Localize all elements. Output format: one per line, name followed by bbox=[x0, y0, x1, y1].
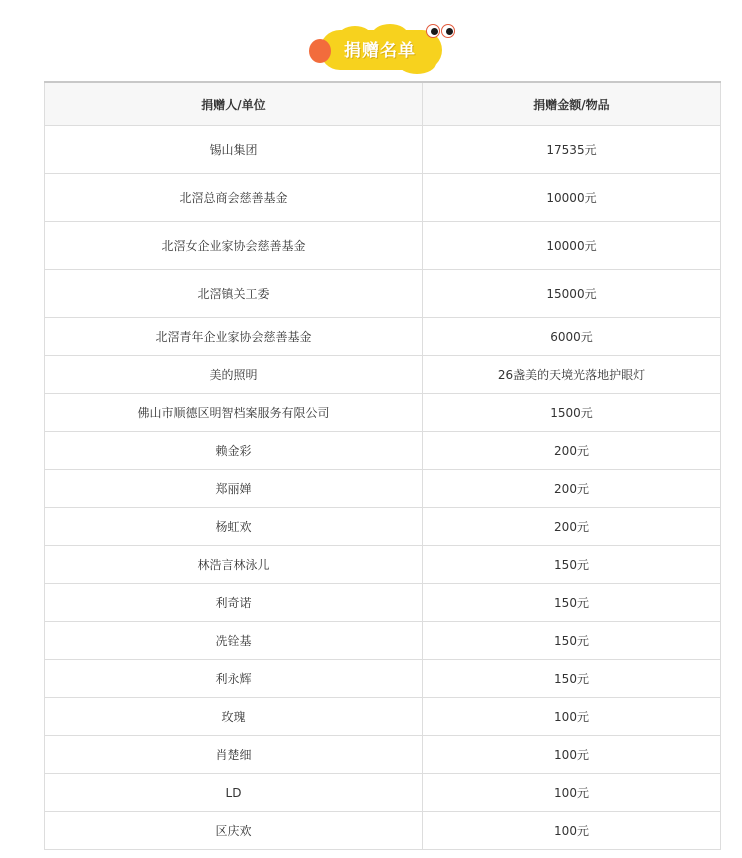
page-title: 捐赠名单 bbox=[344, 41, 416, 61]
table-row bbox=[45, 546, 721, 584]
donor-cell: 肖楚细 bbox=[45, 736, 423, 774]
donor-cell: 美的照明 bbox=[45, 356, 423, 394]
amount-cell: 10000元 bbox=[423, 174, 721, 222]
donation-table-container bbox=[44, 81, 720, 850]
amount-cell: 100元 bbox=[423, 698, 721, 736]
amount-cell: 100元 bbox=[423, 736, 721, 774]
donor-cell: 林浩言林泳儿 bbox=[45, 546, 423, 584]
donor-cell: 北滘青年企业家协会慈善基金 bbox=[45, 318, 423, 356]
pupil bbox=[446, 28, 453, 35]
amount-cell: 150元 bbox=[423, 546, 721, 584]
title-banner bbox=[0, 0, 742, 80]
table-row bbox=[45, 174, 721, 222]
amount-cell: 26盏美的天境光落地护眼灯 bbox=[423, 356, 721, 394]
orange-dot-icon bbox=[309, 39, 331, 63]
donor-cell: 郑丽婵 bbox=[45, 470, 423, 508]
amount-cell: 150元 bbox=[423, 584, 721, 622]
table-row bbox=[45, 660, 721, 698]
table-row bbox=[45, 356, 721, 394]
table-row bbox=[45, 622, 721, 660]
donation-table bbox=[44, 81, 721, 850]
table-row bbox=[45, 432, 721, 470]
table-row bbox=[45, 470, 721, 508]
pupil bbox=[431, 28, 438, 35]
donor-cell: 北滘镇关工委 bbox=[45, 270, 423, 318]
amount-cell: 17535元 bbox=[423, 126, 721, 174]
eye-icon bbox=[441, 24, 455, 38]
table-row bbox=[45, 126, 721, 174]
donor-cell: LD bbox=[45, 774, 423, 812]
donor-cell: 北滘女企业家协会慈善基金 bbox=[45, 222, 423, 270]
amount-cell: 6000元 bbox=[423, 318, 721, 356]
table-row bbox=[45, 736, 721, 774]
donor-cell: 赖金彩 bbox=[45, 432, 423, 470]
amount-cell: 200元 bbox=[423, 432, 721, 470]
table-row bbox=[45, 318, 721, 356]
table-header-row bbox=[45, 82, 721, 126]
table-row bbox=[45, 270, 721, 318]
donor-cell: 杨虹欢 bbox=[45, 508, 423, 546]
eye-icon bbox=[426, 24, 440, 38]
donor-cell: 佛山市顺德区明智档案服务有限公司 bbox=[45, 394, 423, 432]
amount-cell: 10000元 bbox=[423, 222, 721, 270]
header-amount: 捐赠金额/物品 bbox=[423, 82, 721, 126]
table-row bbox=[45, 812, 721, 850]
donor-cell: 利永辉 bbox=[45, 660, 423, 698]
donor-cell: 区庆欢 bbox=[45, 812, 423, 850]
amount-cell: 100元 bbox=[423, 774, 721, 812]
donor-cell: 锡山集团 bbox=[45, 126, 423, 174]
amount-cell: 200元 bbox=[423, 508, 721, 546]
table-row bbox=[45, 508, 721, 546]
amount-cell: 15000元 bbox=[423, 270, 721, 318]
table-row bbox=[45, 394, 721, 432]
table-row bbox=[45, 774, 721, 812]
donor-cell: 利奇诺 bbox=[45, 584, 423, 622]
table-row bbox=[45, 222, 721, 270]
amount-cell: 200元 bbox=[423, 470, 721, 508]
donor-cell: 北滘总商会慈善基金 bbox=[45, 174, 423, 222]
header-donor: 捐赠人/单位 bbox=[45, 82, 423, 126]
amount-cell: 1500元 bbox=[423, 394, 721, 432]
amount-cell: 150元 bbox=[423, 660, 721, 698]
donor-cell: 冼铨基 bbox=[45, 622, 423, 660]
table-row bbox=[45, 584, 721, 622]
amount-cell: 150元 bbox=[423, 622, 721, 660]
table-row bbox=[45, 698, 721, 736]
donor-cell: 玫瑰 bbox=[45, 698, 423, 736]
amount-cell: 100元 bbox=[423, 812, 721, 850]
